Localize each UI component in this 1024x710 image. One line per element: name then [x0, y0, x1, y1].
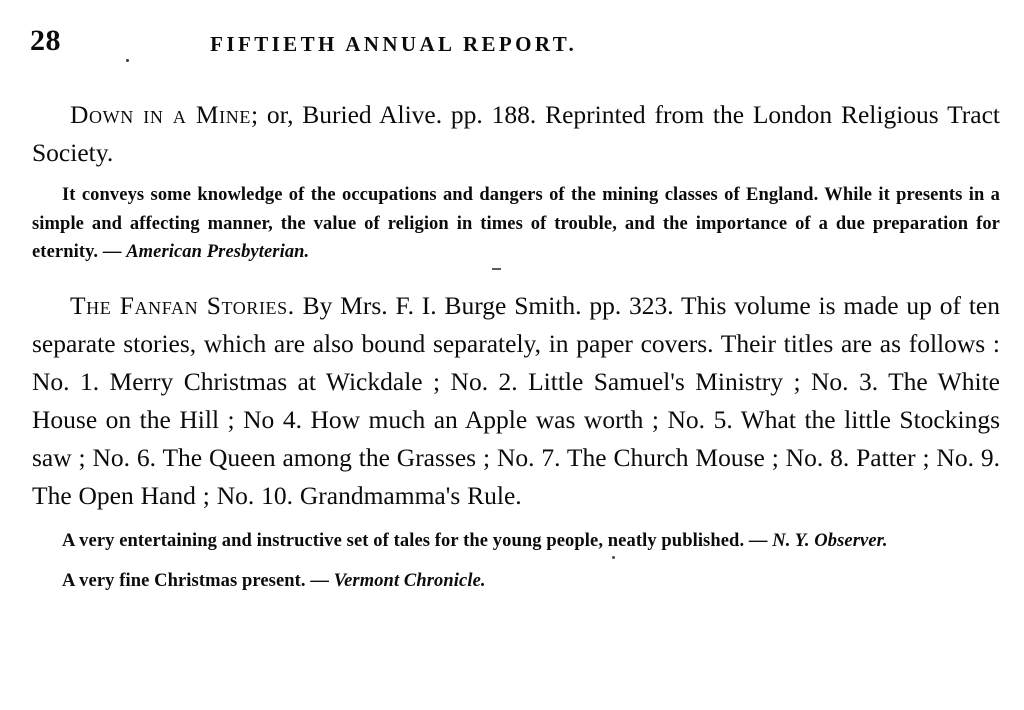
entry-title-rest: By Mrs. F. I. Burge Smith. pp. 323. This volume is made up of ten separate stories, which are also bound separately, in paper covers. Their titles are as follows : No. 1. Merry Christmas at Wickdale ; No. 2. Little Samuel's Ministry ; No. 3. The White House on the Hill ; No 4. How much an Apple was worth ; No. 5. What the little Stockings saw ; No. 6. The Queen among the Grasses ; No. 7. The Church Mouse ; No. 8. Patter ; No. 9. The Open Hand ; No. 10. Grandmamma's Rule.	[32, 290, 1000, 510]
notice-dash: —	[744, 530, 773, 551]
running-head-title: FIFTIETH ANNUAL REPORT.	[210, 32, 578, 56]
notice-text: A very fine Christmas present.	[62, 571, 306, 591]
text-column	[32, 96, 1000, 596]
notice-paragraph	[32, 527, 1000, 556]
running-head	[0, 26, 1024, 66]
notice-source: Vermont Chronicle.	[333, 571, 486, 591]
scan-speck	[126, 59, 129, 62]
entry-title-paragraph	[32, 287, 1000, 515]
notice-source: American Presbyterian.	[126, 242, 310, 262]
entry-title-paragraph	[32, 96, 1000, 172]
entry-title-small-caps: The Fanfan Stories.	[70, 290, 295, 320]
notice-source: N. Y. Observer.	[772, 530, 888, 551]
notice-paragraph	[32, 181, 1000, 267]
notice-text: A very entertaining and instructive set of tales for the young people, neatly published.	[62, 530, 745, 551]
page-number: 28	[30, 24, 61, 57]
scan-speck	[612, 556, 615, 559]
scan-speck	[492, 268, 501, 270]
notice-dash: —	[98, 242, 127, 262]
entry-title-small-caps: Down in a Mine	[70, 100, 251, 129]
notice-dash: —	[305, 571, 334, 591]
notice-text: It conveys some knowledge of the occupations and dangers of the mining classes of England. While it presents in a simple and affecting manner, the value of religion in times of trouble, and the importance of a due preparation for eternity.	[32, 185, 1000, 262]
notice-paragraph	[32, 567, 1000, 596]
entry-title-rest: ; or, Buried Alive. pp. 188. Reprinted from the London Religious Tract Society.	[32, 100, 1000, 167]
